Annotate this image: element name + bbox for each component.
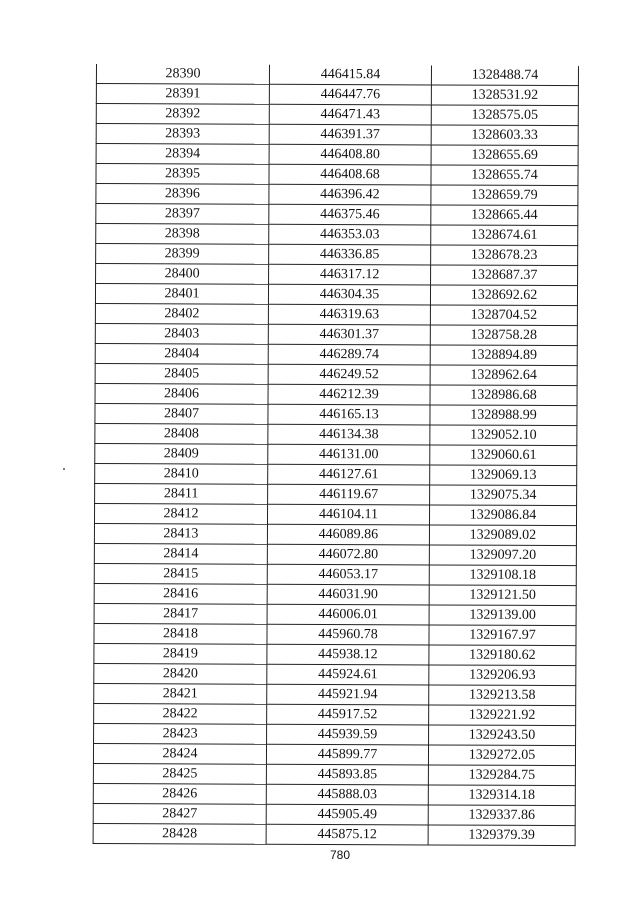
y-coordinate-cell: 1328678.23 [431,245,578,266]
point-id-cell: 28412 [94,503,267,524]
x-coordinate-cell: 445875.12 [266,824,428,845]
table-row [95,284,577,306]
table-row [96,124,578,146]
point-id-cell: 28398 [96,224,269,245]
x-coordinate-cell: 445888.03 [266,784,428,805]
y-coordinate-cell: 1329314.18 [428,785,575,806]
y-coordinate-cell: 1328687.37 [431,265,578,286]
x-coordinate-cell: 446317.12 [269,264,431,285]
point-id-cell: 28399 [96,244,269,265]
point-id-cell: 28400 [96,264,269,285]
y-coordinate-cell: 1328531.92 [431,85,578,106]
x-coordinate-cell: 446396.42 [269,184,431,205]
table-row [94,643,576,665]
x-coordinate-cell: 446408.80 [269,144,431,165]
y-coordinate-cell: 1328704.52 [430,305,577,326]
x-coordinate-cell: 446006.01 [267,604,429,625]
x-coordinate-cell: 446134.38 [268,424,430,445]
table-row [95,443,577,465]
page-number: 780 [329,848,351,862]
x-coordinate-cell: 445924.61 [267,664,429,685]
table-row [95,483,577,505]
point-id-cell: 28410 [95,463,268,484]
coordinate-table [93,64,579,846]
table-row [94,563,576,585]
point-id-cell: 28404 [95,343,268,364]
x-coordinate-cell: 445893.85 [266,764,428,785]
y-coordinate-cell: 1328655.74 [431,165,578,186]
x-coordinate-cell: 446415.84 [269,65,431,85]
table-row [94,543,576,565]
x-coordinate-cell: 446212.39 [268,384,430,405]
x-coordinate-cell: 446391.37 [269,124,431,145]
y-coordinate-cell: 1329089.02 [429,525,576,546]
table-row [96,144,578,166]
point-id-cell: 28395 [96,164,269,185]
table-row [96,224,578,246]
point-id-cell: 28416 [94,583,267,604]
table-row [95,463,577,485]
table-row [96,164,578,186]
x-coordinate-cell: 446447.76 [269,84,431,105]
y-coordinate-cell: 1329069.13 [430,465,577,486]
point-id-cell: 28396 [96,184,269,205]
y-coordinate-cell: 1329086.84 [429,505,576,526]
x-coordinate-cell: 445960.78 [267,624,429,645]
table-row [94,683,576,705]
table-row [96,84,578,106]
point-id-cell: 28422 [94,703,267,724]
y-coordinate-cell: 1328692.62 [430,285,577,306]
point-id-cell: 28390 [96,64,269,84]
y-coordinate-cell: 1328575.05 [431,105,578,126]
table-row [96,204,578,226]
point-id-cell: 28413 [94,523,267,544]
y-coordinate-cell: 1328659.79 [431,185,578,206]
point-id-cell: 28426 [93,783,266,804]
x-coordinate-cell: 446408.68 [269,164,431,185]
table-row [93,803,575,825]
y-coordinate-cell: 1328603.33 [431,125,578,146]
y-coordinate-cell: 1329167.97 [429,625,576,646]
x-coordinate-cell: 446289.74 [268,344,430,365]
y-coordinate-cell: 1328665.44 [431,205,578,226]
point-id-cell: 28407 [95,403,268,424]
y-coordinate-cell: 1329213.58 [429,685,576,706]
y-coordinate-cell: 1328894.89 [430,345,577,366]
table-row [96,184,578,206]
point-id-cell: 28418 [94,623,267,644]
coordinate-table-body [93,64,578,846]
coordinate-table-container [93,64,578,846]
table-row [94,703,576,725]
point-id-cell: 28423 [94,723,267,744]
table-row [93,763,575,785]
point-id-cell: 28419 [94,643,267,664]
x-coordinate-cell: 446089.86 [267,524,429,545]
point-id-cell: 28401 [95,284,268,305]
y-coordinate-cell: 1328655.69 [431,145,578,166]
table-row [94,603,576,625]
x-coordinate-cell: 446353.03 [269,224,431,245]
y-coordinate-cell: 1329379.39 [428,825,575,846]
y-coordinate-cell: 1328674.61 [431,225,578,246]
point-id-cell: 28411 [95,483,268,504]
y-coordinate-cell: 1329272.05 [428,745,575,766]
x-coordinate-cell: 446131.00 [268,444,430,465]
y-coordinate-cell: 1329060.61 [430,445,577,466]
point-id-cell: 28414 [94,543,267,564]
table-row [93,823,575,845]
table-row [95,403,577,425]
table-row [95,383,577,405]
point-id-cell: 28417 [94,603,267,624]
table-row [95,363,577,385]
table-row [94,503,576,525]
point-id-cell: 28403 [95,323,268,344]
point-id-cell: 28394 [96,144,269,165]
table-row [96,244,578,266]
x-coordinate-cell: 445938.12 [267,644,429,665]
y-coordinate-cell: 1329052.10 [430,425,577,446]
point-id-cell: 28406 [95,383,268,404]
y-coordinate-cell: 1328488.74 [431,65,578,85]
y-coordinate-cell: 1328988.99 [430,405,577,426]
table-row [96,104,578,126]
x-coordinate-cell: 446336.85 [269,244,431,265]
y-coordinate-cell: 1328758.28 [430,325,577,346]
point-id-cell: 28392 [96,104,269,125]
y-coordinate-cell: 1329337.86 [428,805,575,826]
x-coordinate-cell: 446119.67 [268,484,430,505]
x-coordinate-cell: 446165.13 [268,404,430,425]
x-coordinate-cell: 445899.77 [266,744,428,765]
table-row [93,783,575,805]
point-id-cell: 28420 [94,663,267,684]
table-row [93,743,575,765]
point-id-cell: 28428 [93,823,266,844]
table-row [95,303,577,325]
x-coordinate-cell: 445939.59 [267,724,429,745]
point-id-cell: 28425 [93,763,266,784]
point-id-cell: 28409 [95,443,268,464]
x-coordinate-cell: 445905.49 [266,804,428,825]
table-row [94,523,576,545]
point-id-cell: 28397 [96,204,269,225]
x-coordinate-cell: 446053.17 [267,564,429,585]
point-id-cell: 28405 [95,363,268,384]
point-id-cell: 28421 [94,683,267,704]
x-coordinate-cell: 445921.94 [267,684,429,705]
table-row [96,64,578,86]
y-coordinate-cell: 1328962.64 [430,365,577,386]
point-id-cell: 28427 [93,803,266,824]
x-coordinate-cell: 446072.80 [267,544,429,565]
table-row [94,663,576,685]
point-id-cell: 28424 [93,743,266,764]
y-coordinate-cell: 1329243.50 [429,725,576,746]
x-coordinate-cell: 446249.52 [268,364,430,385]
y-coordinate-cell: 1329108.18 [429,565,576,586]
point-id-cell: 28402 [95,303,268,324]
table-row [95,423,577,445]
x-coordinate-cell: 446127.61 [268,464,430,485]
x-coordinate-cell: 446031.90 [267,584,429,605]
y-coordinate-cell: 1329221.92 [429,705,576,726]
table-row [94,583,576,605]
y-coordinate-cell: 1329206.93 [429,665,576,686]
x-coordinate-cell: 446471.43 [269,104,431,125]
table-row [96,264,578,286]
y-coordinate-cell: 1329075.34 [430,485,577,506]
table-row [94,623,576,645]
x-coordinate-cell: 445917.52 [267,704,429,725]
y-coordinate-cell: 1329180.62 [429,645,576,666]
table-row [94,723,576,745]
y-coordinate-cell: 1329284.75 [428,765,575,786]
y-coordinate-cell: 1329121.50 [429,585,576,606]
scan-speck [63,468,65,470]
point-id-cell: 28408 [95,423,268,444]
point-id-cell: 28393 [96,124,269,145]
x-coordinate-cell: 446319.63 [268,304,430,325]
table-row [95,343,577,365]
x-coordinate-cell: 446375.46 [269,204,431,225]
y-coordinate-cell: 1329097.20 [429,545,576,566]
x-coordinate-cell: 446104.11 [267,504,429,525]
point-id-cell: 28415 [94,563,267,584]
y-coordinate-cell: 1328986.68 [430,385,577,406]
table-row [95,323,577,345]
y-coordinate-cell: 1329139.00 [429,605,576,626]
point-id-cell: 28391 [96,84,269,105]
x-coordinate-cell: 446304.35 [268,284,430,305]
x-coordinate-cell: 446301.37 [268,324,430,345]
